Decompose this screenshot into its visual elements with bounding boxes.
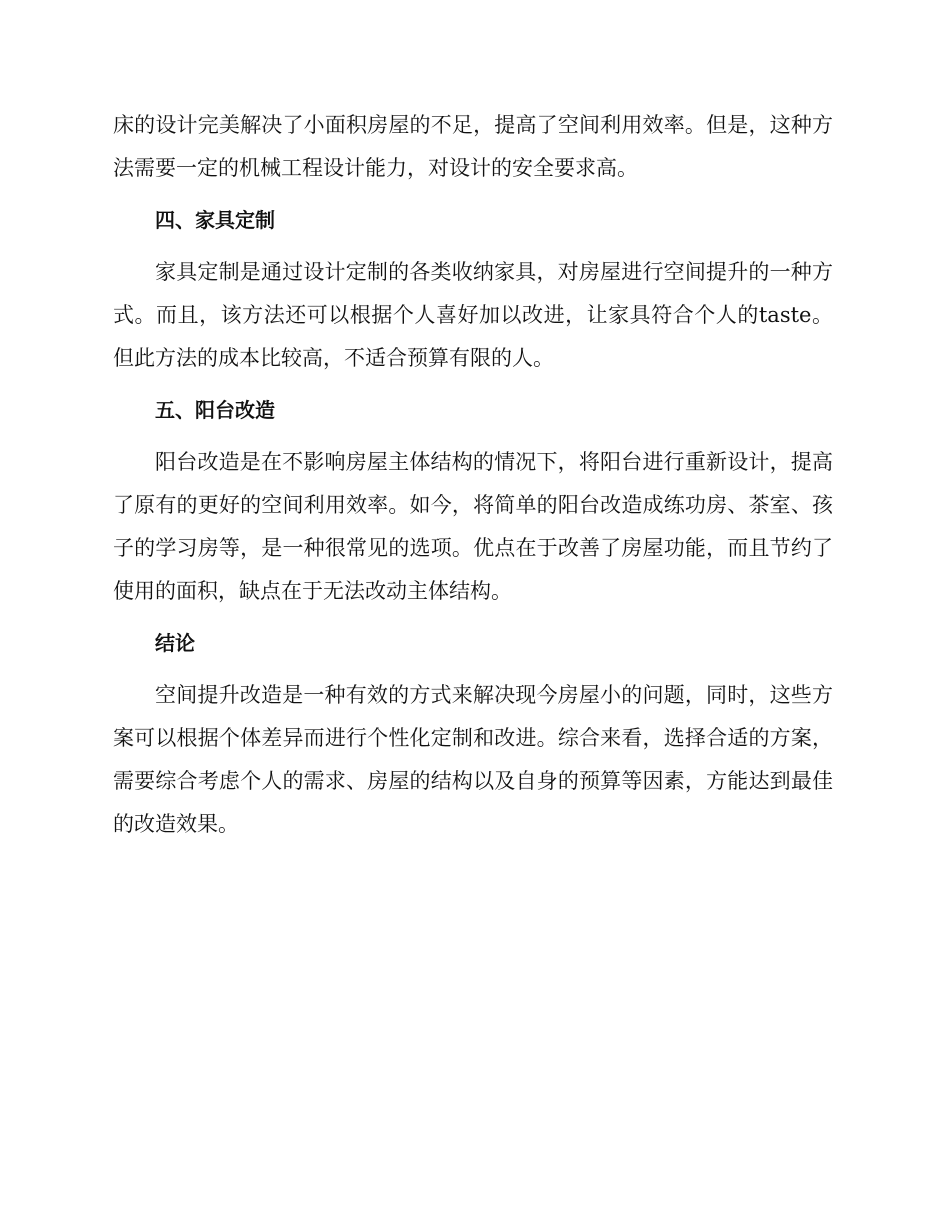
section-heading-furniture: 四、家具定制: [155, 208, 275, 232]
paragraph-balcony: 阳台改造是在不影响房屋主体结构的情况下，将阳台进行重新设计，提高了原有的更好的空间利用效率。如今，将简单的阳台改造成练功房、茶室、孩子的学习房等，是一种很常见的选项。优点在于改善了房屋功能，而且节约了使用的面积，缺点在于无法改动主体结构。: [113, 450, 833, 603]
paragraph-continuation: 床的设计完美解决了小面积房屋的不足，提高了空间利用效率。但是，这种方法需要一定的机械工程设计能力，对设计的安全要求高。: [113, 113, 833, 180]
paragraph-furniture: 家具定制是通过设计定制的各类收纳家具，对房屋进行空间提升的一种方式。而且，该方法还可以根据个人喜好加以改进，让家具符合个人的taste。但此方法的成本比较高，不适合预算有限的人。: [113, 260, 833, 370]
document-page: [113, 104, 833, 846]
section-heading-balcony: 五、阳台改造: [155, 398, 275, 422]
paragraph-conclusion: 空间提升改造是一种有效的方式来解决现今房屋小的问题，同时，这些方案可以根据个体差异而进行个性化定制和改进。综合来看，选择合适的方案，需要综合考虑个人的需求、房屋的结构以及自身的预算等因素，方能达到最佳的改造效果。: [113, 683, 833, 836]
section-heading-conclusion: 结论: [155, 631, 195, 655]
